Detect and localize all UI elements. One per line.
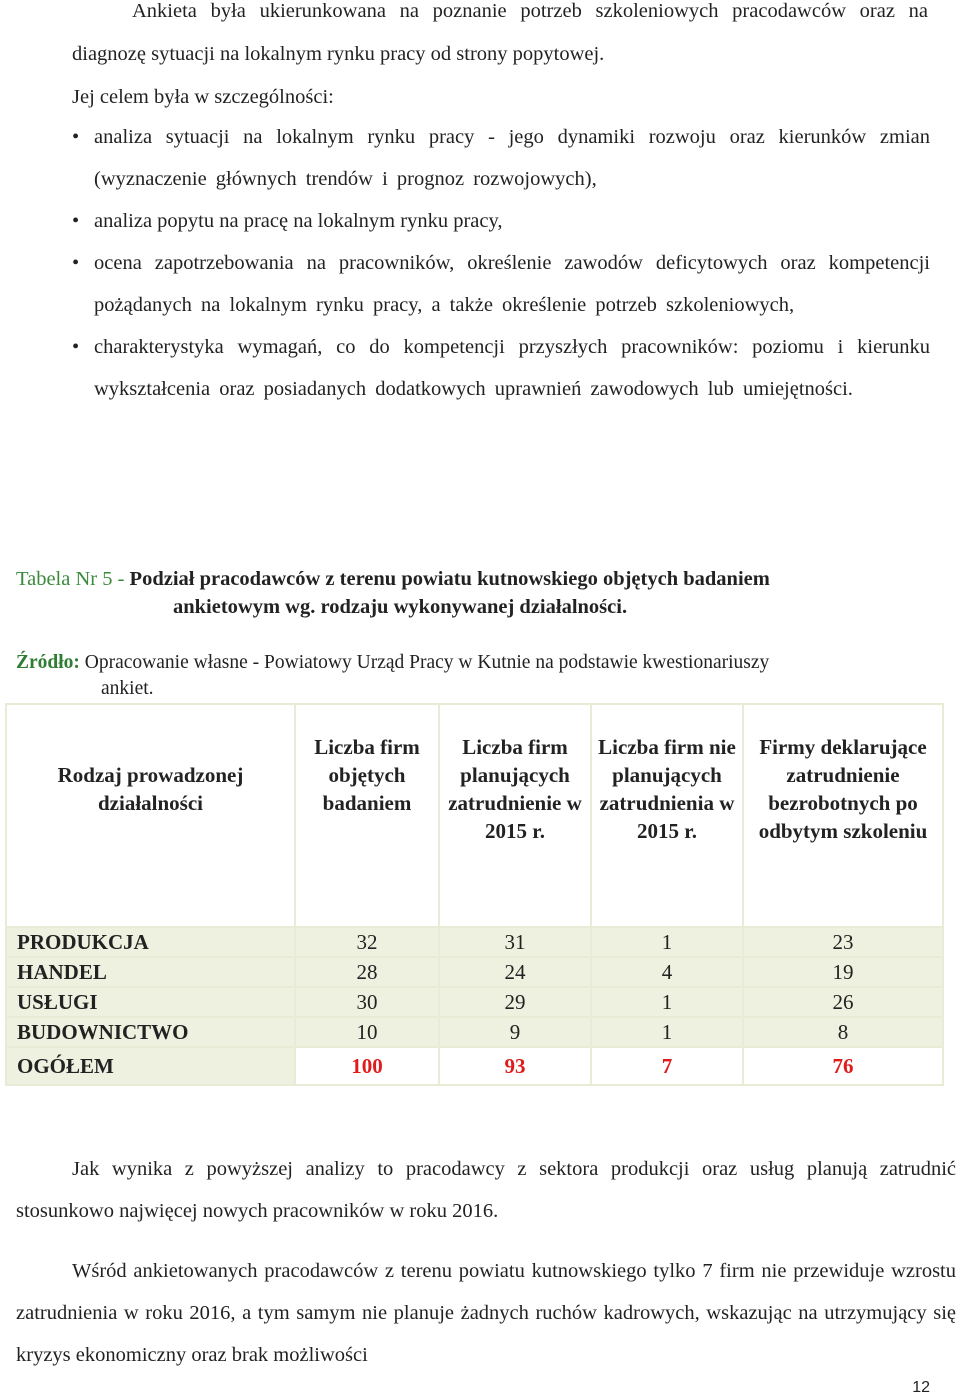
total-cell: 7 <box>591 1047 743 1085</box>
table-cell: 23 <box>743 927 943 957</box>
column-header: Liczba firm planujących zatrudnienie w 2015 r. <box>439 704 591 927</box>
bullet-icon: • <box>72 126 80 148</box>
table-cell: 29 <box>439 987 591 1017</box>
table-caption-title: Podział pracodawców z terenu powiatu kutnowskiego objętych badaniem <box>129 568 770 590</box>
list-item: • analiza popytu na pracę na lokalnym rynku pracy, <box>72 200 930 242</box>
table-cell: 31 <box>439 927 591 957</box>
source-label: Źródło: <box>16 652 80 673</box>
table-caption-title-cont: ankietowym wg. rodzaju wykonywanej działalności. <box>173 596 628 618</box>
table-row <box>6 1017 943 1047</box>
table-total-row <box>6 1047 943 1085</box>
total-cell: 76 <box>743 1047 943 1085</box>
table-cell: 8 <box>743 1017 943 1047</box>
column-header: Rodzaj prowadzonej działalności <box>6 704 295 927</box>
table-cell: 1 <box>591 927 743 957</box>
bullet-icon: • <box>72 336 80 358</box>
list-item: • charakterystyka wymagań, co do kompetencji przyszłych pracowników: poziomu i kierunku wykształcenia oraz posiadanych dodatkowych uprawnień zawodowych lub umiejętności. <box>72 326 930 410</box>
column-header: Liczba firm objętych badaniem <box>295 704 439 927</box>
row-label: USŁUGI <box>6 987 295 1017</box>
table-caption <box>16 565 930 621</box>
analysis-paragraph: Jak wynika z powyższej analizy to pracodawcy z sektora produkcji oraz usług planują zatrudnić stosunkowo najwięcej nowych pracowników w roku 2016. <box>16 1157 956 1222</box>
total-cell: 93 <box>439 1047 591 1085</box>
table-cell: 1 <box>591 1017 743 1047</box>
table-header-row <box>6 704 943 927</box>
table-row <box>6 927 943 957</box>
table-cell: 26 <box>743 987 943 1017</box>
table-caption-label: Tabela Nr 5 - <box>16 568 130 590</box>
table-cell: 30 <box>295 987 439 1017</box>
row-label: BUDOWNICTWO <box>6 1017 295 1047</box>
table-source <box>16 650 930 702</box>
bullet-icon: • <box>72 210 80 232</box>
list-item: • ocena zapotrzebowania na pracowników, określenie zawodów deficytowych oraz kompetencji pożądanych na lokalnym rynku pracy, a także określenie potrzeb szkoleniowych, <box>72 242 930 326</box>
total-label: OGÓŁEM <box>6 1047 295 1085</box>
list-item: • analiza sytuacji na lokalnym rynku pracy - jego dynamiki rozwoju oraz kierunków zmian (wyznaczenie głównych trendów i prognoz rozwojowych), <box>72 116 930 200</box>
table-cell: 1 <box>591 987 743 1017</box>
bullet-icon: • <box>72 252 80 274</box>
column-header: Firmy deklarujące zatrudnienie bezrobotnych po odbytym szkoleniu <box>743 704 943 927</box>
data-table <box>5 703 944 1086</box>
table-row <box>6 987 943 1017</box>
table-cell: 9 <box>439 1017 591 1047</box>
intro-paragraph: Ankieta była ukierunkowana na poznanie potrzeb szkoleniowych pracodawców oraz na diagnozę sytuacji na lokalnym rynku pracy od strony popytowej. <box>72 0 928 65</box>
total-cell: 100 <box>295 1047 439 1085</box>
table-cell: 32 <box>295 927 439 957</box>
row-label: HANDEL <box>6 957 295 987</box>
table-cell: 28 <box>295 957 439 987</box>
table-cell: 10 <box>295 1017 439 1047</box>
table-cell: 19 <box>743 957 943 987</box>
intro-goal-line: Jej celem była w szczególności: <box>72 86 334 108</box>
column-header: Liczba firm nie planujących zatrudnienia w 2015 r. <box>591 704 743 927</box>
source-text: Opracowanie własne - Powiatowy Urząd Pracy w Kutnie na podstawie kwestionariuszy <box>79 652 770 673</box>
source-text-cont: ankiet. <box>101 678 154 699</box>
table-cell: 24 <box>439 957 591 987</box>
page-number: 12 <box>912 1379 930 1396</box>
conclusion-paragraph: Wśród ankietowanych pracodawców z terenu powiatu kutnowskiego tylko 7 firm nie przewiduje wzrostu zatrudnienia w roku 2016, a tym samym nie planuje żadnych ruchów kadrowych, wskazując na utrzymujący się kryzys ekonomiczny oraz brak możliwości <box>16 1259 956 1366</box>
goals-list <box>72 116 930 410</box>
table-row <box>6 957 943 987</box>
row-label: PRODUKCJA <box>6 927 295 957</box>
table-cell: 4 <box>591 957 743 987</box>
